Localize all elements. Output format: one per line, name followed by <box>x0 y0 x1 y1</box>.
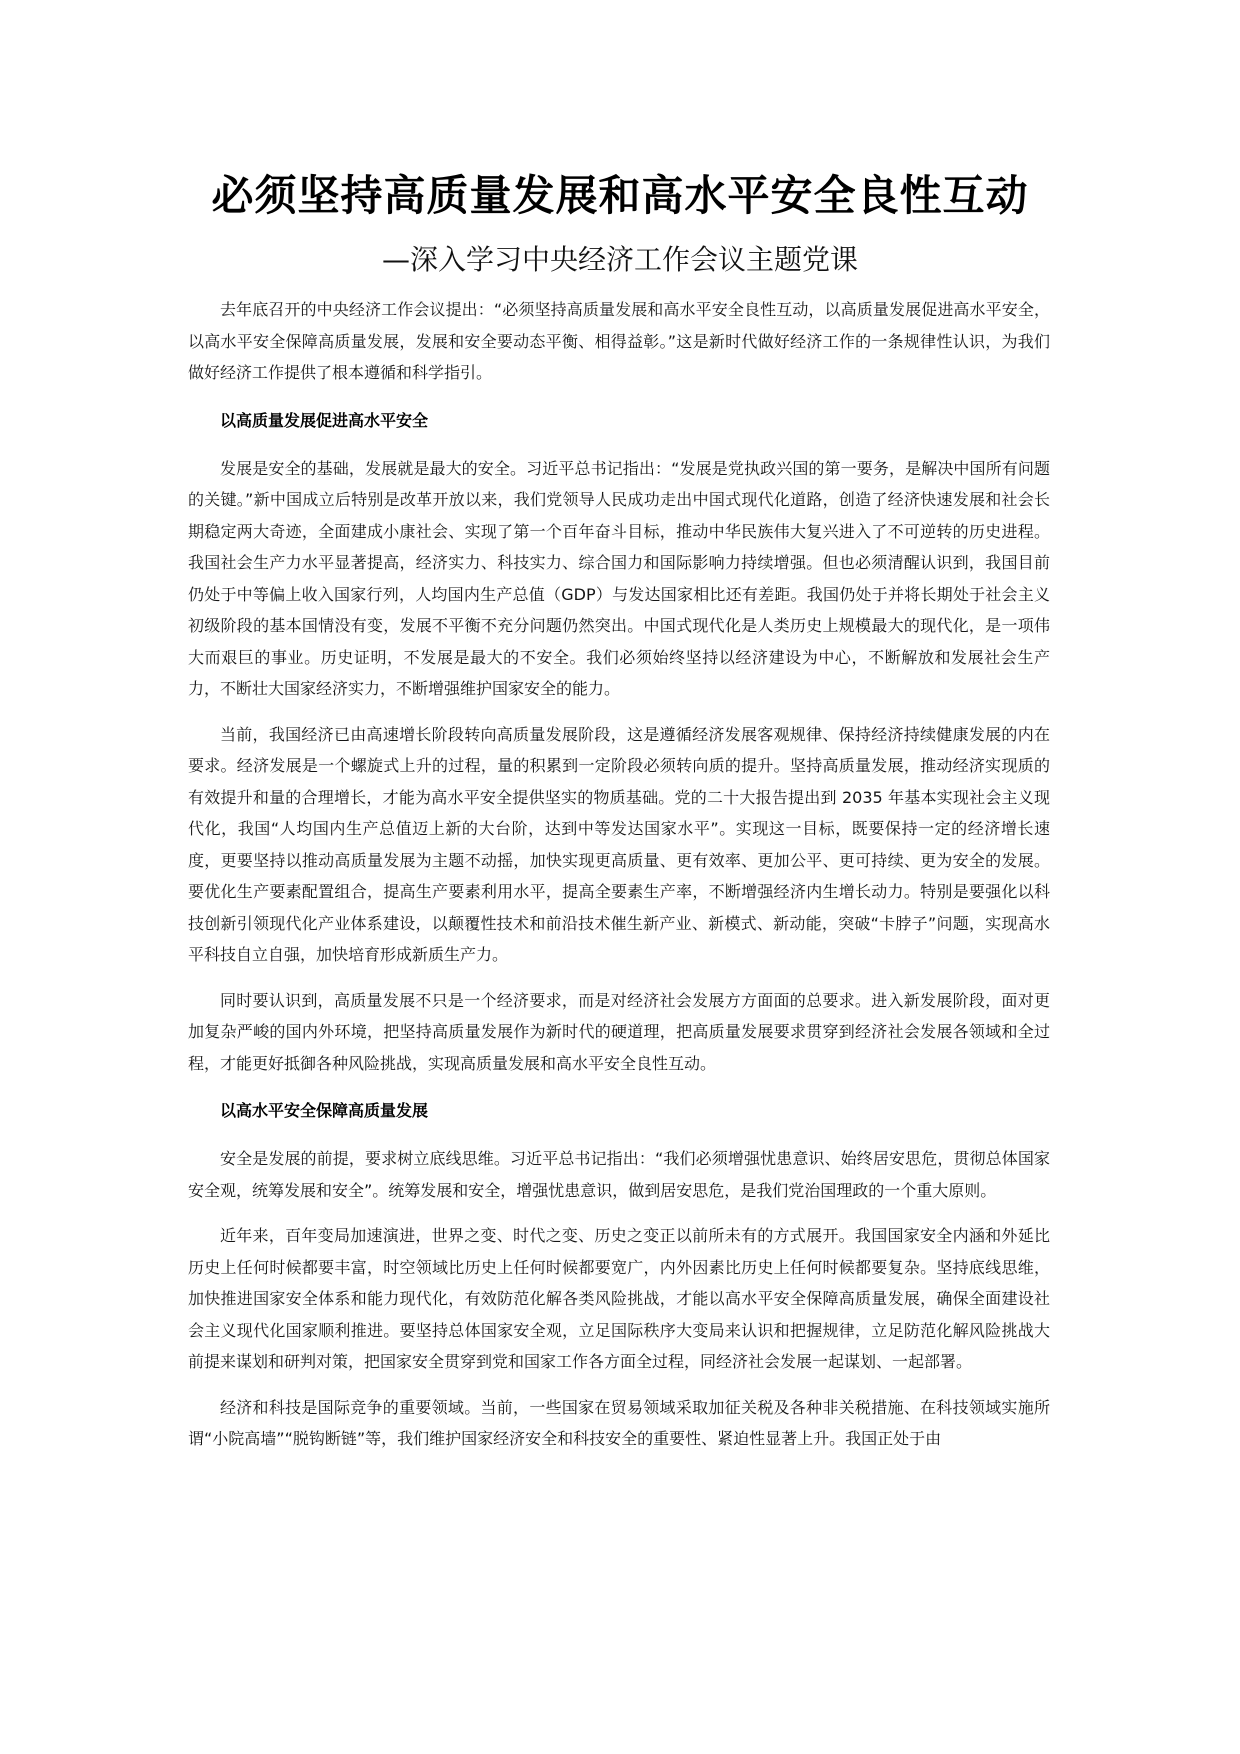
section2-paragraph: 近年来，百年变局加速演进，世界之变、时代之变、历史之变正以前所未有的方式展开。我国国家安全内涵和外延比历史上任何时候都要丰富，时空领域比历史上任何时候都要宽广，内外因素比历史上任何时候都要复杂。坚持底线思维，加快推进国家安全体系和能力现代化，有效防范化解各类风险挑战，才能以高水平安全保障高质量发展，确保全面建设社会主义现代化国家顺利推进。要坚持总体国家安全观，立足国际秩序大变局来认识和把握规律，立足防范化解风险挑战大前提来谋划和研判对策，把国家安全贯穿到党和国家工作各方面全过程，同经济社会发展一起谋划、一起部署。 <box>188 1226 1050 1371</box>
intro-paragraph: 去年底召开的中央经济工作会议提出：“必须坚持高质量发展和高水平安全良性互动，以高质量发展促进高水平安全，以高水平安全保障高质量发展，发展和安全要动态平衡、相得益彰。”这是新时代做好经济工作的一条规律性认识，为我们做好经济工作提供了根本遵循和科学指引。 <box>188 300 1050 382</box>
document-subtitle: —深入学习中央经济工作会议主题党课 <box>381 243 858 276</box>
document-title: 必须坚持高质量发展和高水平安全良性互动 <box>211 171 1029 220</box>
section2-paragraph: 安全是发展的前提，要求树立底线思维。习近平总书记指出：“我们必须增强忧患意识、始终居安思危，贯彻总体国家安全观，统筹发展和安全”。统筹发展和安全，增强忧患意识，做到居安思危，是我们党治国理政的一个重大原则。 <box>188 1149 1050 1200</box>
section1-paragraph: 当前，我国经济已由高速增长阶段转向高质量发展阶段，这是遵循经济发展客观规律、保持经济持续健康发展的内在要求。经济发展是一个螺旋式上升的过程，量的积累到一定阶段必须转向质的提升。坚持高质量发展，推动经济实现质的有效提升和量的合理增长，才能为高水平安全提供坚实的物质基础。党的二十大报告提出到 2035 年基本实现社会主义现代化，我国“人均国内生产总值迈上新的大台阶，达到中等发达国家水平”。实现这一目标，既要保持一定的经济增长速度，更要坚持以推动高质量发展为主题不动摇，加快实现更高质量、更有效率、更加公平、更可持续、更为安全的发展。要优化生产要素配置组合，提高生产要素利用水平，提高全要素生产率，不断增强经济内生增长动力。特别是要强化以科技创新引领现代化产业体系建设，以颠覆性技术和前沿技术催生新产业、新模式、新动能，突破“卡脖子”问题，实现高水平科技自立自强，加快培育形成新质生产力。 <box>188 724 1050 964</box>
section1-paragraph: 同时要认识到，高质量发展不只是一个经济要求，而是对经济社会发展方方面面的总要求。进入新发展阶段，面对更加复杂严峻的国内外环境，把坚持高质量发展作为新时代的硬道理，把高质量发展要求贯穿到经济社会发展各领域和全过程，才能更好抵御各种风险挑战，实现高质量发展和高水平安全良性互动。 <box>188 990 1050 1073</box>
section-heading-1: 以高质量发展促进高水平安全 <box>220 410 429 430</box>
section1-paragraph: 发展是安全的基础，发展就是最大的安全。习近平总书记指出：“发展是党执政兴国的第一要务，是解决中国所有问题的关键。”新中国成立后特别是改革开放以来，我们党领导人民成功走出中国式现代化道路，创造了经济快速发展和社会长期稳定两大奇迹，全面建成小康社会、实现了第一个百年奋斗目标，推动中华民族伟大复兴进入了不可逆转的历史进程。我国社会生产力水平显著提高，经济实力、科技实力、综合国力和国际影响力持续增强。但也必须清醒认识到，我国目前仍处于中等偏上收入国家行列，人均国内生产总值（GDP）与发达国家相比还有差距。我国仍处于并将长期处于社会主义初级阶段的基本国情没有变，发展不平衡不充分问题仍然突出。中国式现代化是人类历史上规模最大的现代化，是一项伟大而艰巨的事业。历史证明，不发展是最大的不安全。我们必须始终坚持以经济建设为中心，不断解放和发展社会生产力，不断壮大国家经济实力，不断增强维护国家安全的能力。 <box>188 458 1050 698</box>
section-heading-2: 以高水平安全保障高质量发展 <box>220 1101 429 1120</box>
section2-paragraph: 经济和科技是国际竞争的重要领域。当前，一些国家在贸易领域采取加征关税及各种非关税措施、在科技领域实施所谓“小院高墙”“脱钩断链”等，我们维护国家经济安全和科技安全的重要性、紧迫性显著上升。我国正处于由 <box>188 1397 1050 1448</box>
document-body <box>188 294 1050 1469</box>
